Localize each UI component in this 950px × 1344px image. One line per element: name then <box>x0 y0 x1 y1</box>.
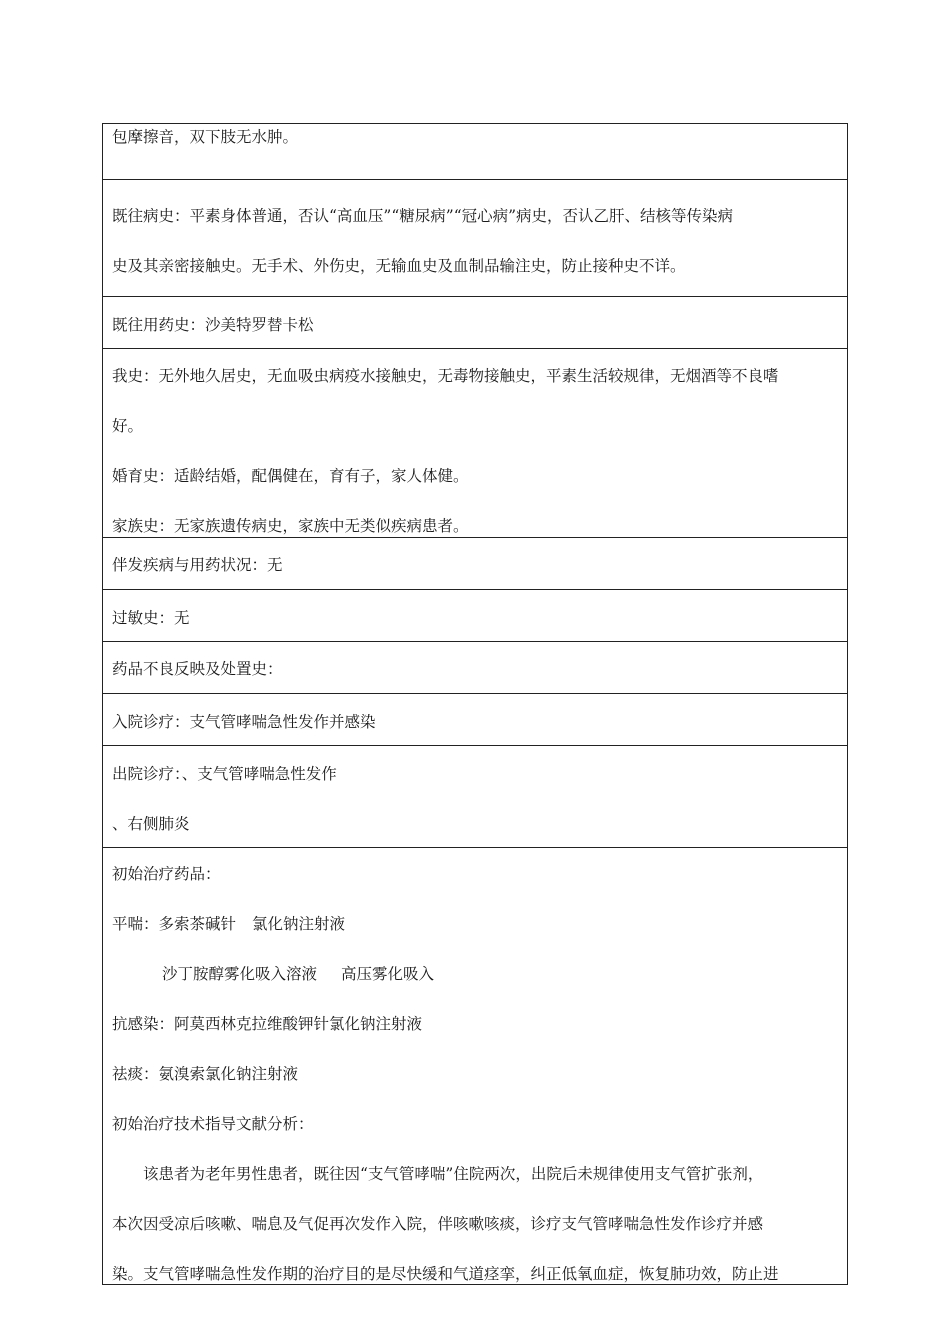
asthma-drug-nebulization: 高压雾化吸入 <box>341 965 435 983</box>
allergy-text: 过敏史：无 <box>112 609 190 627</box>
row-adr <box>103 642 848 694</box>
analysis-title: 初始治疗技术指导文献分析： <box>112 1115 314 1133</box>
asthma-drug-saline: 氯化钠注射液 <box>252 915 346 933</box>
expectorant-line: 祛痰：氨溴索氯化钠注射液 <box>112 1065 299 1083</box>
admission-diagnosis-text: 入院诊疗：支气管哮喘急性发作并感染 <box>112 713 376 731</box>
analysis-paragraph-line2: 本次因受凉后咳嗽、喘息及气促再次发作入院，伴咳嗽咳痰，诊疗支气管哮喘急性发作诊疗并感 <box>112 1215 764 1233</box>
row-discharge-diagnosis <box>103 746 848 848</box>
past-history-line1: 既往病史：平素身体普通，否认“高血压”“糖尿病”“冠心病”病史，否认乙肝、结核等传染病 <box>112 207 734 225</box>
discharge-diagnosis-line1: 出院诊疗：、支气管哮喘急性发作 <box>112 765 337 783</box>
marriage-history: 婚育史：适龄结婚，配偶健在，育有子，家人体健。 <box>112 467 469 485</box>
past-history-line2: 史及其亲密接触史。无手术、外伤史，无输血史及血制品输注史，防止接种史不详。 <box>112 257 686 275</box>
row-past-meds <box>103 297 848 349</box>
past-meds-text: 既往用药史：沙美特罗替卡松 <box>112 316 314 334</box>
row-comorbid <box>103 538 848 590</box>
asthma-drug-salbutamol: 沙丁胺醇雾化吸入溶液 <box>162 965 318 983</box>
discharge-diagnosis-line2: 、右侧肺炎 <box>112 815 190 833</box>
medical-record-table <box>102 123 848 1285</box>
row-personal <box>103 349 848 538</box>
row-admission-diagnosis <box>103 694 848 746</box>
analysis-paragraph-line3: 染。支气管哮喘急性发作期的治疗目的是尽快缓和气道痉挛，纠正低氧血症，恢复肺功效，防止进 <box>112 1265 779 1283</box>
initial-drugs-title: 初始治疗药品： <box>112 865 221 883</box>
personal-line2: 好。 <box>112 417 144 435</box>
adr-text: 药品不良反映及处置史： <box>112 660 283 678</box>
row-initial-treatment <box>103 848 848 1285</box>
personal-line1: 我史：无外地久居史，无血吸虫病疫水接触史，无毒物接触史，平素生活较规律，无烟酒等不良嗜 <box>112 367 779 385</box>
asthma-drugs-line <box>112 915 838 934</box>
asthma-drugs-line2 <box>112 965 838 984</box>
comorbid-text: 伴发疾病与用药状况：无 <box>112 556 283 574</box>
analysis-paragraph-line1: 该患者为老年男性患者，既往因“支气管哮喘”住院两次，出院后未规律使用支气管扩张剂， <box>143 1165 764 1183</box>
family-history: 家族史：无家族遗传病史，家族中无类似疾病患者。 <box>112 517 469 535</box>
row-past-history <box>103 180 848 297</box>
exam-tail-text: 包摩擦音，双下肢无水肿。 <box>112 128 299 146</box>
row-allergy <box>103 590 848 642</box>
anti-infection-line: 抗感染：阿莫西林克拉维酸钾针氯化钠注射液 <box>112 1015 423 1033</box>
row-exam-tail <box>103 124 848 180</box>
asthma-drug-doxofylline: 平喘：多索茶碱针 <box>112 915 237 933</box>
